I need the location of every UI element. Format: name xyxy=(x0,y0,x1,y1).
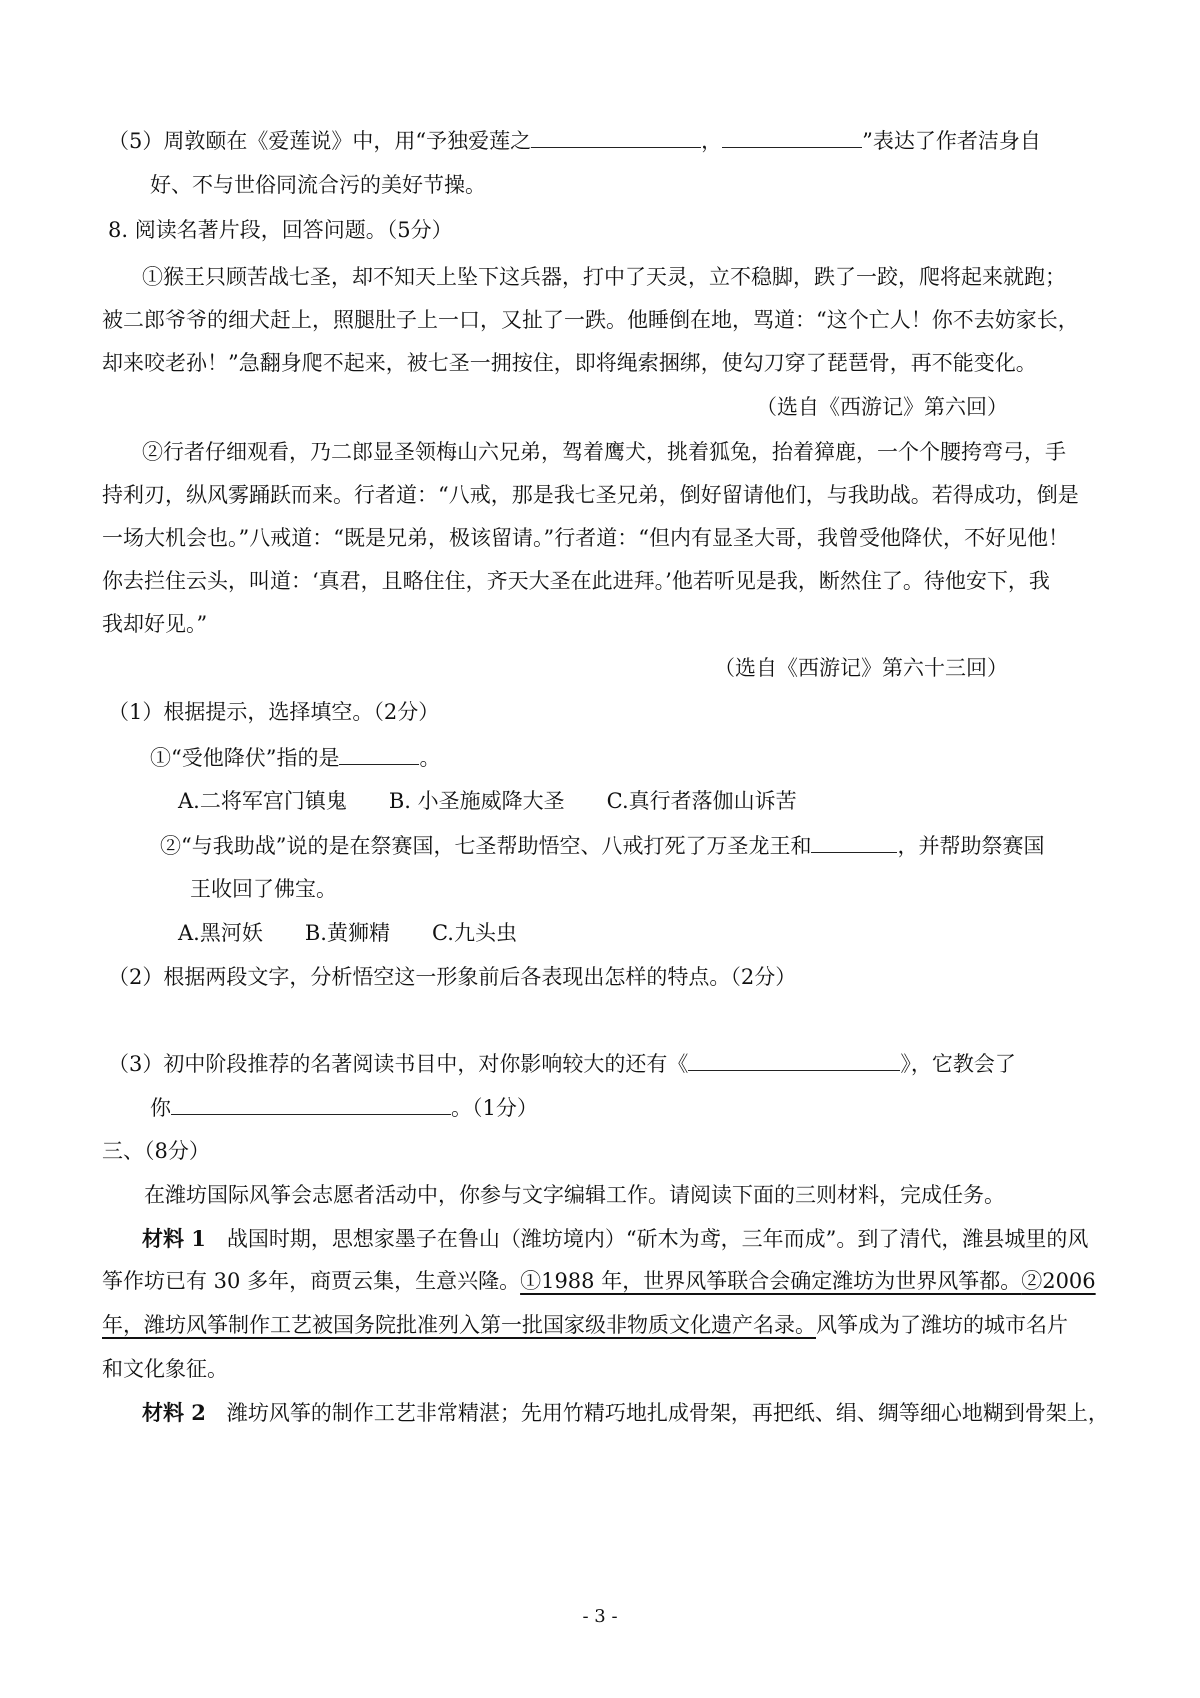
material2-label: 材料 2 xyxy=(142,1400,206,1425)
answer-blank[interactable] xyxy=(531,125,701,148)
material1-label: 材料 1 xyxy=(142,1226,206,1251)
answer-blank[interactable] xyxy=(339,742,419,765)
q8-sub1-item2-line2: 王收回了佛宝。 xyxy=(190,877,337,901)
sub3-prefix: （3）初中阶段推荐的名著阅读书目中，对你影响较大的还有《 xyxy=(108,1052,689,1076)
material1-line2 xyxy=(102,1266,1096,1296)
material1-line1 xyxy=(142,1224,1088,1254)
q8-p1-line: ①猴王只顾苦战七圣，却不知天上坠下这兵器，打中了天灵，立不稳脚，跌了一跤，爬将起来就跑； xyxy=(142,265,1066,289)
underlined-sentence-2-cont: 年，潍坊风筝制作工艺被国务院批准列入第一批国家级非物质文化遗产名录。 xyxy=(102,1313,816,1337)
q8-p1-line: 被二郎爷爷的细犬赶上，照腿肚子上一口，又扯了一跌。他睡倒在地，骂道：“这个亡人！你不去妨家长， xyxy=(102,308,1079,332)
q5-line1 xyxy=(108,125,1041,156)
answer-blank[interactable] xyxy=(811,830,897,853)
material2-text: 潍坊风筝的制作工艺非常精湛；先用竹精巧地扎成骨架，再把纸、绢、绸等细心地糊到骨架上， xyxy=(205,1401,1109,1425)
sub3-suffix: 》，它教会了 xyxy=(900,1052,1016,1076)
q8-p2-line: 持利刃，纵风雾踊跃而来。行者道：“八戒，那是我七圣兄弟，倒好留请他们，与我助战。若得成功，倒是 xyxy=(102,483,1079,507)
underlined-sentence-1: ①1988 年，世界风筝联合会确定潍坊为世界风筝都。 xyxy=(520,1269,1022,1293)
q8-sub1-item1-options: A.二将军宫门镇鬼 B. 小圣施威降大圣 C.真行者落伽山诉苦 xyxy=(178,789,797,813)
sub3-line2-suffix: 。（1分） xyxy=(451,1096,538,1120)
answer-blank[interactable] xyxy=(722,125,862,148)
q8-source2: （选自《西游记》第六十三回） xyxy=(714,656,1008,680)
page-number: - 3 - xyxy=(582,1606,618,1627)
q5-comma: ， xyxy=(701,129,723,153)
q5-prefix: （5）周敦颐在《爱莲说》中，用“予独爱莲之 xyxy=(108,129,532,153)
material2-line1 xyxy=(142,1398,1109,1428)
underlined-sentence-2: ②2006 xyxy=(1021,1269,1096,1293)
section3-heading: 三、（8分） xyxy=(102,1139,210,1163)
q8-p1-line: 却来咬老孙！”急翻身爬不起来，被七圣一拥按住，即将绳索捆绑，使勾刀穿了琵琶骨，再不能变化。 xyxy=(102,351,1037,375)
material1-text: 战国时期，思想家墨子在鲁山（潍坊境内）“斫木为鸢，三年而成”。到了清代，潍县城里的风 xyxy=(205,1227,1089,1251)
q8-source1: （选自《西游记》第六回） xyxy=(756,395,1008,419)
answer-blank[interactable] xyxy=(688,1048,900,1071)
q5-line2: 好、不与世俗同流合污的美好节操。 xyxy=(150,173,486,197)
item2-suffix: ，并帮助祭赛国 xyxy=(897,834,1045,858)
item1-suffix: 。 xyxy=(419,746,441,770)
q8-sub3-line2 xyxy=(150,1092,538,1123)
q8-sub3-line1 xyxy=(108,1048,1016,1079)
q8-p2-line: 你去拦住云头，叫道：‘真君，且略住住，齐天大圣在此进拜。’他若听见是我，断然住了。待他安下，我 xyxy=(102,569,1050,593)
material1-text: 风筝成为了潍坊的城市名片 xyxy=(816,1313,1068,1337)
section3-intro: 在潍坊国际风筝会志愿者活动中，你参与文字编辑工作。请阅读下面的三则材料，完成任务。 xyxy=(144,1183,1005,1207)
q8-p2-line: 一场大机会也。”八戒道：“既是兄弟，极该留请。”行者道：“但内有显圣大哥，我曾受他降伏，不好见他！ xyxy=(102,526,1069,550)
q8-sub1-item2 xyxy=(160,830,1044,861)
material1-line4: 和文化象征。 xyxy=(102,1357,228,1381)
q5-suffix: ”表达了作者洁身自 xyxy=(862,129,1041,153)
answer-blank[interactable] xyxy=(171,1092,451,1115)
q8-sub1-item1 xyxy=(150,742,440,773)
q8-sub2: （2）根据两段文字，分析悟空这一形象前后各表现出怎样的特点。（2分） xyxy=(108,965,797,989)
q8-sub1-item2-options: A.黑河妖 B.黄狮精 C.九头虫 xyxy=(178,921,517,945)
q8-p2-line: ②行者仔细观看，乃二郎显圣领梅山六兄弟，驾着鹰犬，挑着狐兔，抬着獐鹿，一个个腰挎弯弓，手 xyxy=(142,440,1066,464)
q8-sub1-heading: （1）根据提示，选择填空。（2分） xyxy=(108,700,440,724)
item2-prefix: ②“与我助战”说的是在祭赛国，七圣帮助悟空、八戒打死了万圣龙王和 xyxy=(160,834,812,858)
q8-p2-line: 我却好见。” xyxy=(102,612,208,636)
q8-heading: 8. 阅读名著片段，回答问题。（5分） xyxy=(108,218,453,242)
material1-text: 筝作坊已有 30 多年，商贾云集，生意兴隆。 xyxy=(102,1269,521,1293)
item1-prefix: ①“受他降伏”指的是 xyxy=(150,746,340,770)
material1-line3 xyxy=(102,1310,1068,1340)
sub3-line2-prefix: 你 xyxy=(150,1096,171,1120)
